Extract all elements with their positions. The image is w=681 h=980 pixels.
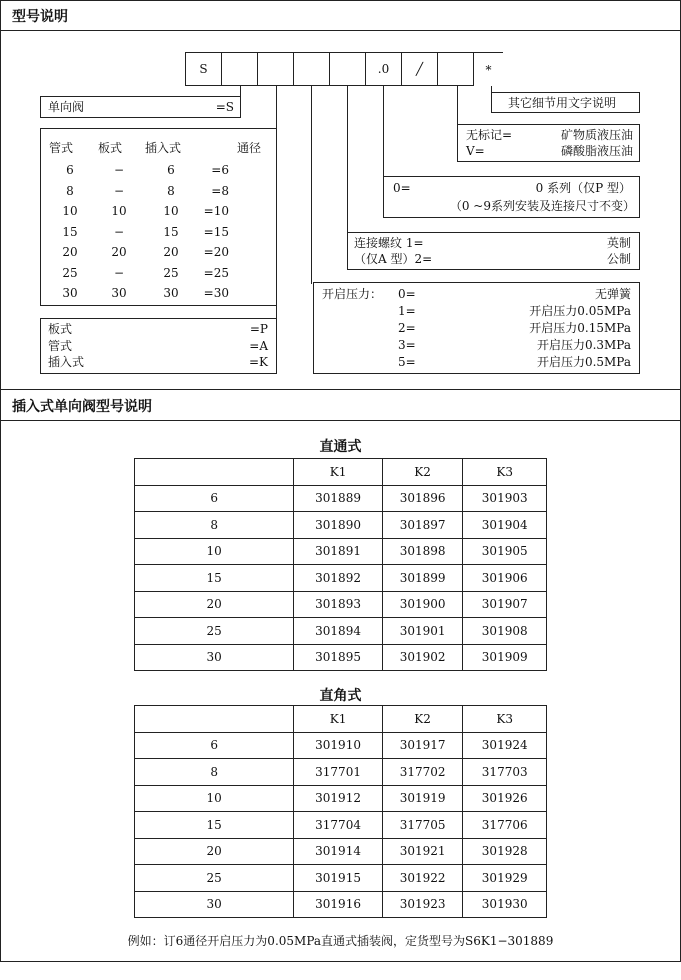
pressure-value: 开启压力0.05MPa — [529, 304, 631, 318]
straight-table — [134, 458, 547, 671]
section-header-model — [0, 0, 681, 31]
table-cell: 8 — [135, 512, 294, 539]
table-header-cell: K2 — [382, 459, 463, 486]
section-title-model: 型号说明 — [12, 9, 68, 25]
table-cell: 25 — [135, 618, 294, 645]
pressure-title: 开启压力： — [322, 287, 383, 301]
table-cell: 301897 — [382, 512, 463, 539]
table-header-cell: K2 — [382, 706, 463, 733]
diam-cell: =6 — [211, 163, 229, 177]
diam-cell: 8 — [167, 183, 175, 198]
connector-6 — [457, 86, 458, 126]
pressure-value: 无弹簧 — [594, 287, 631, 301]
table-cell: 30 — [135, 644, 294, 671]
code-segment — [293, 52, 330, 86]
code-top-line — [185, 52, 503, 53]
table-cell: 301916 — [294, 891, 383, 918]
table-row — [135, 591, 547, 618]
angle-table-title — [0, 685, 681, 705]
diam-cell: 30 — [163, 286, 179, 300]
table-cell: 301921 — [382, 838, 463, 865]
order-example-text: 例如：订6通径开启压力为0.05MPa直通式插装阀，定货型号为S6K1−301889 — [127, 934, 554, 948]
diam-cell: − — [113, 265, 125, 280]
table-cell: 8 — [135, 759, 294, 786]
diam-cell: =8 — [211, 183, 229, 198]
valve-type-box — [40, 96, 241, 118]
table-cell: 301906 — [463, 565, 547, 592]
diam-cell: 20 — [111, 245, 127, 259]
table-cell: 301905 — [463, 538, 547, 565]
straight-title-text: 直通式 — [319, 439, 362, 455]
diam-header: 板式 — [98, 141, 123, 155]
table-cell: 301926 — [463, 785, 547, 812]
table-cell: 301891 — [294, 538, 383, 565]
mount-value: =P — [249, 322, 268, 336]
table-cell: 301893 — [294, 591, 383, 618]
pressure-code: 2= — [398, 321, 416, 335]
pressure-value: 开启压力0.5MPa — [536, 355, 631, 369]
diam-cell: 10 — [163, 204, 179, 218]
table-cell: 301928 — [463, 838, 547, 865]
table-cell: 301909 — [463, 644, 547, 671]
code-segment: ╱ — [401, 52, 438, 86]
table-header-row — [135, 459, 547, 486]
series-label: 0= — [393, 181, 411, 195]
table-cell: 301898 — [382, 538, 463, 565]
mount-label: 插入式 — [48, 355, 85, 369]
table-row — [135, 512, 547, 539]
table-cell: 301903 — [463, 485, 547, 512]
diam-cell: =15 — [203, 224, 229, 239]
table-cell: 301894 — [294, 618, 383, 645]
diam-cell: 10 — [62, 204, 78, 218]
other-detail-box — [491, 92, 640, 113]
thread-value: 英制 — [606, 236, 631, 250]
order-example — [0, 934, 681, 948]
diam-header: 管式 — [49, 141, 74, 155]
diam-cell: 15 — [163, 224, 179, 239]
diam-cell: 8 — [66, 183, 74, 198]
table-header-cell: K3 — [463, 459, 547, 486]
series-note: （0 ~9系列安装及连接尺寸不变） — [449, 199, 635, 213]
table-header-cell — [135, 459, 294, 486]
thread-value: 公制 — [606, 252, 631, 266]
table-cell: 6 — [135, 732, 294, 759]
table-cell: 301901 — [382, 618, 463, 645]
table-cell: 301896 — [382, 485, 463, 512]
table-cell: 317702 — [382, 759, 463, 786]
mount-type-box — [40, 318, 277, 374]
table-header-cell: K1 — [294, 706, 383, 733]
diam-cell: 30 — [62, 286, 78, 300]
fluid-box — [457, 124, 640, 162]
table-cell: 15 — [135, 812, 294, 839]
diam-cell: 6 — [167, 163, 175, 177]
table-cell: 301917 — [382, 732, 463, 759]
table-cell: 301900 — [382, 591, 463, 618]
section-header-cartridge — [0, 389, 681, 421]
diam-cell: =30 — [203, 286, 229, 300]
section-title-cartridge: 插入式单向阀型号说明 — [12, 399, 152, 415]
code-segment: S — [185, 52, 222, 86]
diam-cell: 15 — [62, 224, 78, 239]
table-row — [135, 838, 547, 865]
connector-3 — [311, 86, 312, 284]
fluid-value: 矿物质液压油 — [560, 128, 633, 142]
diam-header: 通径 — [236, 141, 261, 155]
code-segment: .0 — [365, 52, 402, 86]
table-cell: 301929 — [463, 865, 547, 892]
table-cell: 20 — [135, 591, 294, 618]
fluid-label: V= — [466, 144, 485, 158]
mount-value: =A — [249, 338, 268, 353]
table-cell: 301902 — [382, 644, 463, 671]
table-cell: 301923 — [382, 891, 463, 918]
diam-cell: 20 — [62, 245, 78, 259]
table-cell: 20 — [135, 838, 294, 865]
table-cell: 301914 — [294, 838, 383, 865]
diam-cell: − — [113, 183, 125, 198]
table-cell: 10 — [135, 538, 294, 565]
diam-cell: =10 — [203, 204, 229, 218]
diameter-box — [40, 128, 277, 306]
straight-table-title — [0, 436, 681, 456]
table-cell: 30 — [135, 891, 294, 918]
table-header-cell: K1 — [294, 459, 383, 486]
connector-4 — [347, 86, 348, 234]
mount-label: 管式 — [48, 338, 73, 353]
pressure-code: 0= — [398, 287, 416, 301]
table-cell: 301908 — [463, 618, 547, 645]
table-cell: 15 — [135, 565, 294, 592]
diam-header: 插入式 — [145, 141, 182, 155]
code-segment — [221, 52, 258, 86]
table-row — [135, 759, 547, 786]
table-cell: 301890 — [294, 512, 383, 539]
mount-value: =K — [248, 355, 268, 369]
table-cell: 317703 — [463, 759, 547, 786]
table-cell: 317705 — [382, 812, 463, 839]
mount-label: 板式 — [48, 322, 73, 336]
diam-cell: − — [113, 224, 125, 239]
diam-cell: 10 — [111, 204, 127, 218]
table-row — [135, 565, 547, 592]
diam-cell: 30 — [111, 286, 127, 300]
valve-type-value: =S — [215, 100, 234, 114]
diam-cell: 25 — [163, 265, 179, 280]
code-segment: * — [473, 52, 503, 86]
table-cell: 301895 — [294, 644, 383, 671]
table-cell: 301924 — [463, 732, 547, 759]
series-box — [383, 176, 640, 218]
table-row — [135, 865, 547, 892]
fluid-label: 无标记= — [466, 128, 513, 142]
table-cell: 317701 — [294, 759, 383, 786]
series-value: 0 系列（仅P 型） — [535, 181, 631, 195]
table-cell: 301892 — [294, 565, 383, 592]
pressure-code: 5= — [398, 355, 416, 369]
table-cell: 25 — [135, 865, 294, 892]
diam-cell: =25 — [203, 265, 229, 280]
table-header-cell: K3 — [463, 706, 547, 733]
table-cell: 301889 — [294, 485, 383, 512]
table-cell: 301904 — [463, 512, 547, 539]
table-cell: 301930 — [463, 891, 547, 918]
diam-cell: 20 — [163, 245, 179, 259]
table-row — [135, 618, 547, 645]
table-row — [135, 785, 547, 812]
pressure-code: 1= — [398, 304, 416, 318]
valve-type-label: 单向阀 — [48, 100, 85, 114]
table-cell: 317704 — [294, 812, 383, 839]
pressure-code: 3= — [398, 338, 416, 352]
code-segment — [257, 52, 294, 86]
angle-table — [134, 705, 547, 918]
table-header-row — [135, 706, 547, 733]
thread-label: （仅A 型）2= — [354, 252, 433, 266]
angle-title-text: 直角式 — [319, 688, 362, 704]
connector-5 — [383, 86, 384, 176]
pressure-box — [313, 282, 640, 374]
table-cell: 10 — [135, 785, 294, 812]
code-segment — [329, 52, 366, 86]
pressure-value: 开启压力0.15MPa — [529, 321, 631, 335]
table-cell: 301919 — [382, 785, 463, 812]
fluid-value: 磷酸脂液压油 — [560, 144, 633, 158]
diam-cell: − — [113, 163, 125, 177]
diam-cell: 25 — [62, 265, 78, 280]
table-row — [135, 644, 547, 671]
table-cell: 301912 — [294, 785, 383, 812]
table-row — [135, 732, 547, 759]
table-cell: 301922 — [382, 865, 463, 892]
table-cell: 301915 — [294, 865, 383, 892]
table-cell: 301899 — [382, 565, 463, 592]
diam-cell: =20 — [203, 245, 229, 259]
table-row — [135, 485, 547, 512]
table-cell: 6 — [135, 485, 294, 512]
other-detail-text: 其它细节用文字说明 — [508, 96, 617, 110]
table-cell: 301907 — [463, 591, 547, 618]
table-row — [135, 891, 547, 918]
table-cell: 301910 — [294, 732, 383, 759]
code-segment — [437, 52, 474, 86]
thread-label: 连接螺纹 1= — [354, 236, 424, 250]
thread-box — [347, 232, 640, 270]
table-row — [135, 538, 547, 565]
table-header-cell — [135, 706, 294, 733]
table-cell: 317706 — [463, 812, 547, 839]
pressure-value: 开启压力0.3MPa — [536, 338, 631, 352]
table-row — [135, 812, 547, 839]
diam-cell: 6 — [66, 163, 74, 177]
